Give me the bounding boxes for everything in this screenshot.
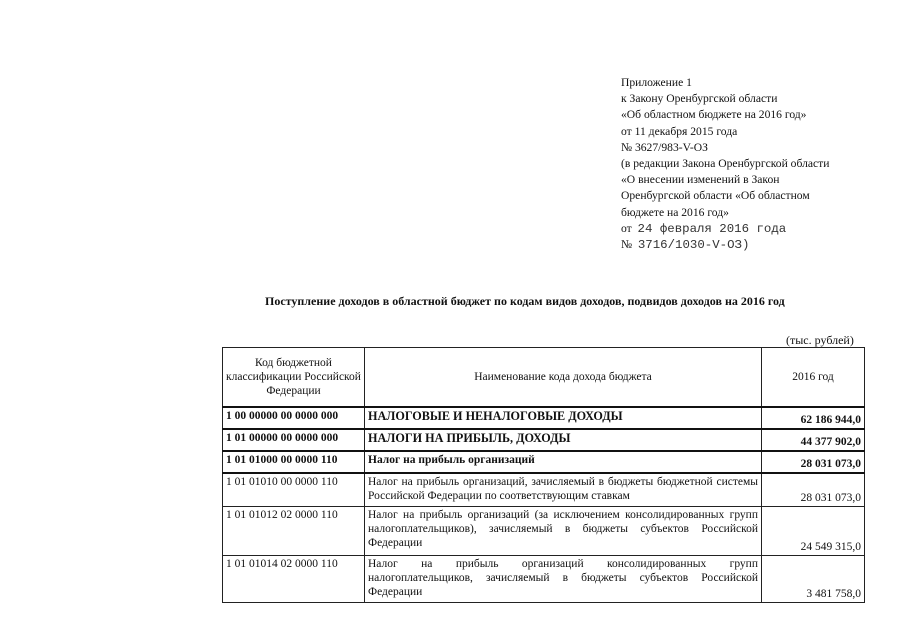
row-amount: 28 031 073,0 — [762, 451, 865, 473]
appendix-line: к Закону Оренбургской области — [621, 92, 778, 106]
row-amount: 28 031 073,0 — [762, 473, 865, 507]
appendix-line: от 11 декабря 2015 года — [621, 124, 738, 138]
table-row — [223, 473, 865, 507]
row-name: Налог на прибыль организаций — [365, 451, 762, 473]
row-amount: 62 186 944,0 — [762, 407, 865, 429]
appendix-line: «О внесении изменений в Закон — [621, 173, 780, 187]
table-row — [223, 507, 865, 556]
row-name: Налог на прибыль организаций консолидированных групп налогоплательщиков, зачисляемый в бюджеты субъектов Российской Федерации — [365, 556, 762, 603]
amendment-number-prefix: № — [621, 238, 633, 252]
appendix-line: № 3627/983-V-ОЗ — [621, 140, 708, 154]
appendix-line: «Об областном бюджете на 2016 год» — [621, 108, 807, 122]
row-name: Налог на прибыль организаций (за исключением консолидированных групп налогоплательщиков), зачисляемый в бюджеты субъектов Российской Федерации — [365, 507, 762, 556]
appendix-line: (в редакции Закона Оренбургской области — [621, 157, 830, 171]
appendix-line: Приложение 1 — [621, 76, 692, 89]
row-code: 1 01 00000 00 0000 000 — [223, 429, 365, 451]
appendix-line: бюджете на 2016 год» — [621, 205, 729, 219]
amendment-number-line — [621, 237, 891, 253]
amendment-number-stamp: 3716/1030-V-ОЗ) — [637, 238, 750, 253]
header-name: Наименование кода дохода бюджета — [365, 348, 762, 408]
table-row — [223, 407, 865, 429]
table-header-row — [223, 348, 865, 408]
table-row — [223, 429, 865, 451]
row-name: НАЛОГИ НА ПРИБЫЛЬ, ДОХОДЫ — [365, 429, 762, 451]
units-label: (тыс. рублей) — [786, 333, 854, 347]
header-code: Код бюджетной классификации Российской Федерации — [223, 348, 365, 408]
amendment-date-stamp: 24 февраля 2016 года — [637, 221, 787, 236]
table-row — [223, 451, 865, 473]
appendix-block — [621, 75, 891, 253]
amendment-date-prefix: от — [621, 221, 632, 235]
row-code: 1 01 01010 00 0000 110 — [223, 473, 365, 507]
amendment-date-line — [621, 221, 891, 237]
row-code: 1 01 01014 02 0000 110 — [223, 556, 365, 603]
row-amount: 24 549 315,0 — [762, 507, 865, 556]
header-year: 2016 год — [762, 348, 865, 408]
row-amount: 3 481 758,0 — [762, 556, 865, 603]
row-code: 1 01 01012 02 0000 110 — [223, 507, 365, 556]
row-name: НАЛОГОВЫЕ И НЕНАЛОГОВЫЕ ДОХОДЫ — [365, 407, 762, 429]
row-code: 1 00 00000 00 0000 000 — [223, 407, 365, 429]
row-code: 1 01 01000 00 0000 110 — [223, 451, 365, 473]
document-title: Поступление доходов в областной бюджет по кодам видов доходов, подвидов доходов на 2016 год — [265, 294, 785, 308]
row-name: Налог на прибыль организаций, зачисляемый в бюджеты бюджетной системы Российской Федерации по соответствующим ставкам — [365, 473, 762, 507]
row-amount: 44 377 902,0 — [762, 429, 865, 451]
appendix-line: Оренбургской области «Об областном — [621, 189, 810, 203]
table-row — [223, 556, 865, 603]
revenue-table — [222, 347, 865, 603]
